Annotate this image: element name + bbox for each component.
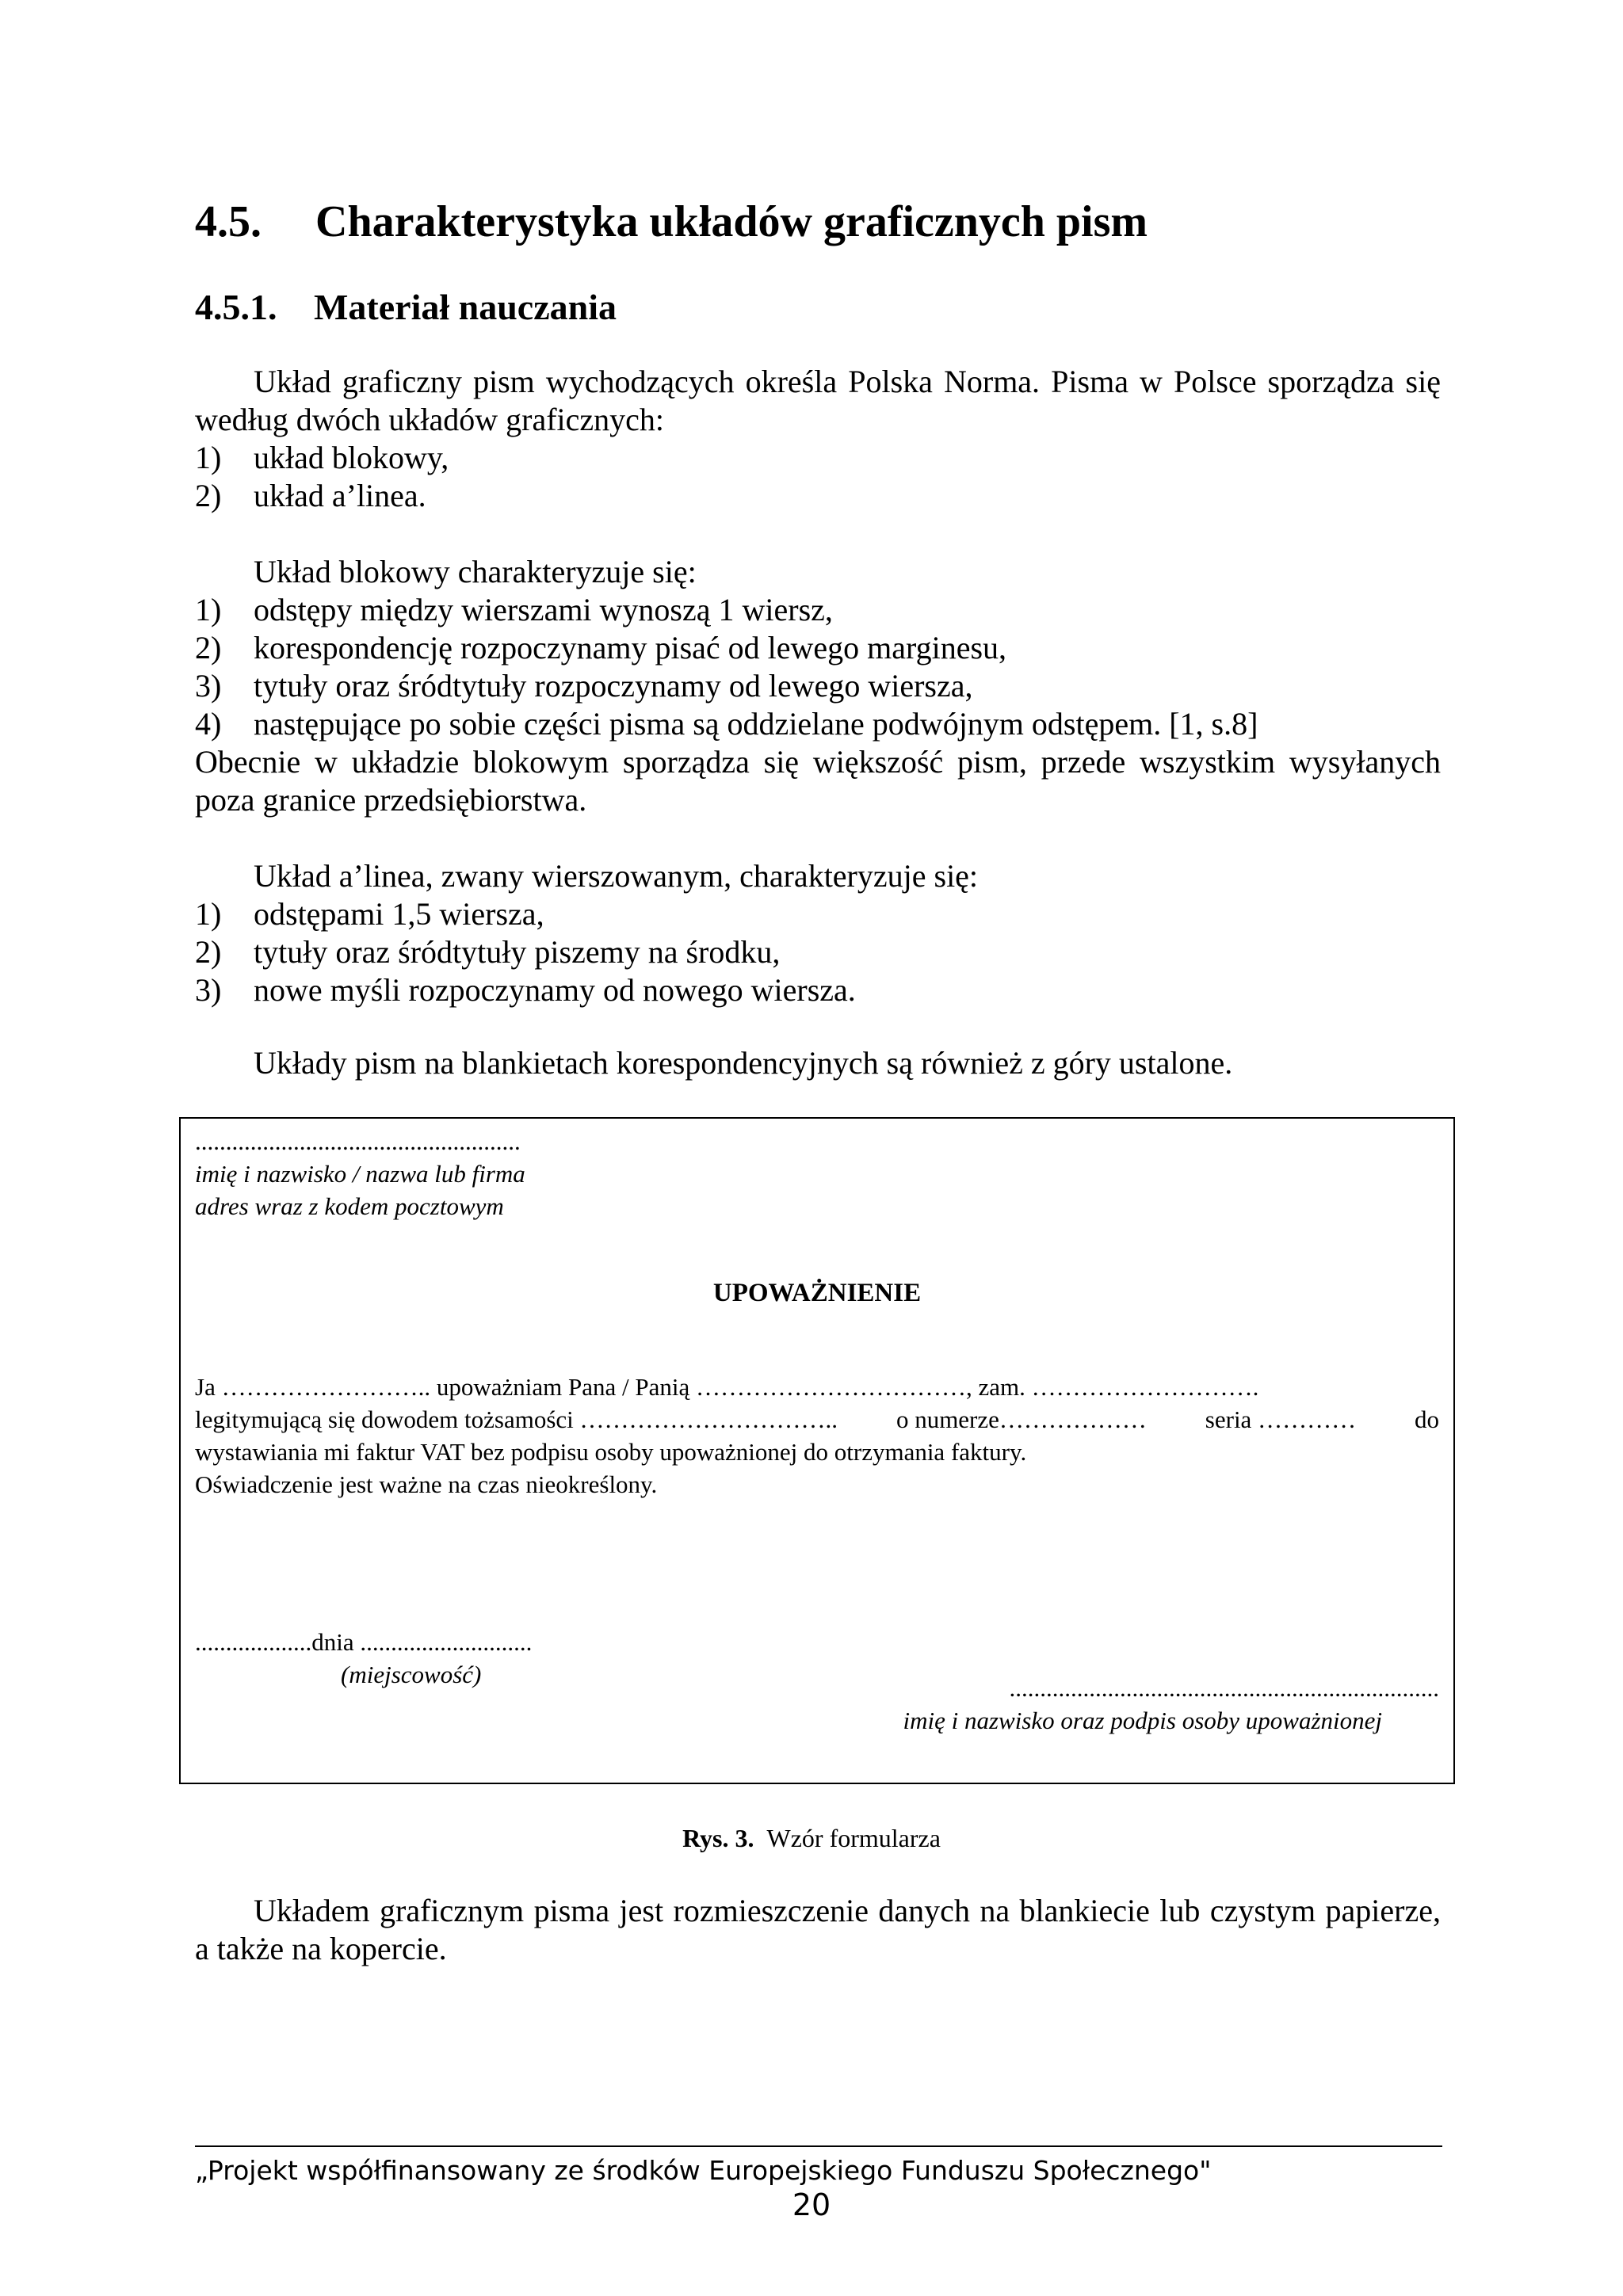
form-title: UPOWAŻNIENIE (712, 1279, 922, 1307)
list-item-text: układ a’linea. (254, 478, 426, 513)
section-title: Charakterystyka układów graficznych pism (315, 197, 1148, 246)
figure-caption-label: Rys. 3. (682, 1824, 754, 1852)
list-item-text: tytuły oraz śródtytuły rozpoczynamy od lewego wiersza, (254, 668, 973, 704)
block-layout-section (195, 553, 1441, 819)
list-item-text: następujące po sobie części pisma są oddzielane podwójnym odstępem. [1, s.8] (254, 706, 1258, 742)
list-item-text: korespondencję rozpoczynamy pisać od lewego marginesu, (254, 630, 1007, 666)
form-line-1: Ja …………………….. upoważniam Pana / Panią ……………………………, zam. ………………………. (195, 1373, 1259, 1401)
list-marker: 1) (195, 440, 222, 475)
forms-note: Układy pism na blankietach korespondencyjnych są również z góry ustalone. (254, 1045, 1233, 1081)
block-layout-paragraph: Układ blokowy charakteryzuje się: (254, 554, 697, 589)
form-sender-dots: ..................................................... (195, 1127, 521, 1155)
list-marker: 3) (195, 972, 222, 1008)
alinea-layout-section (195, 857, 1441, 1009)
list-marker: 2) (195, 630, 222, 666)
list-marker: 1) (195, 896, 222, 932)
form-content (195, 1371, 1439, 1501)
list-item-text: układ blokowy, (254, 440, 449, 475)
list-item-text: odstępami 1,5 wiersza, (254, 896, 544, 932)
section-heading (195, 193, 1148, 250)
list-item (195, 629, 1441, 667)
alinea-layout-paragraph: Układ a’linea, zwany wierszowanym, charakteryzuje się: (254, 858, 979, 894)
intro-paragraph: Układ graficzny pism wychodzących określa Polska Norma. Pisma w Polsce sporządza się według dwóch układów graficznych: (195, 364, 1441, 437)
form-line-2-part: seria ………… (1205, 1405, 1357, 1433)
block-layout-list (195, 591, 1441, 743)
intro-block (195, 363, 1441, 515)
list-marker: 3) (195, 668, 222, 704)
form-line-3: wystawiania mi faktur VAT bez podpisu osoby upoważnionej do otrzymania faktury. (195, 1438, 1027, 1466)
page-number: 20 (792, 2187, 831, 2222)
form-place-label: (miejscowość) (341, 1661, 482, 1688)
list-item (195, 895, 1441, 933)
list-marker: 2) (195, 934, 222, 970)
figure-caption-text: Wzór formularza (766, 1824, 941, 1852)
list-marker: 2) (195, 478, 222, 513)
form-line-2-part: do (1414, 1405, 1439, 1433)
authorization-form-figure (179, 1117, 1455, 1784)
form-sender-name-label: imię i nazwisko / nazwa lub firma (195, 1160, 525, 1188)
form-sender-address-label: adres wraz z kodem pocztowym (195, 1192, 504, 1220)
form-sender-block (195, 1125, 525, 1222)
footer-funding-note: „Projekt współfinansowany ze środków Europejskiego Funduszu Społecznego" (195, 2155, 1212, 2186)
list-marker: 1) (195, 592, 222, 627)
forms-note-block (195, 1044, 1441, 1082)
form-line-4: Oświadczenie jest ważne na czas nieokreślony. (195, 1470, 658, 1498)
subsection-number: 4.5.1. (195, 287, 277, 327)
block-layout-closing: Obecnie w układzie blokowym sporządza się większość pism, przede wszystkim wysyłanych poza granice przedsiębiorstwa. (195, 744, 1441, 818)
list-item-text: nowe myśli rozpoczynamy od nowego wiersza. (254, 972, 856, 1008)
form-line-2-part: o numerze……………… (896, 1405, 1147, 1433)
list-item (195, 933, 1441, 971)
final-block (195, 1892, 1441, 1968)
final-paragraph: Układem graficznym pisma jest rozmieszczenie danych na blankiecie lub czystym papierze, a także na kopercie. (195, 1893, 1441, 1966)
figure-caption (0, 1822, 1623, 1854)
form-line-2-part: legitymującą się dowodem tożsamości ………………………….. (195, 1405, 838, 1433)
form-place-date (195, 1626, 532, 1691)
subsection-title: Materiał nauczania (314, 287, 617, 327)
list-item (195, 971, 1441, 1009)
footer-divider (195, 2145, 1442, 2147)
form-signature-dots: ...................................................................... (1009, 1674, 1439, 1702)
list-item (195, 705, 1441, 743)
alinea-layout-list (195, 895, 1441, 1009)
section-number: 4.5. (195, 197, 262, 246)
list-item (195, 439, 1441, 477)
list-item-text: tytuły oraz śródtytuły piszemy na środku, (254, 934, 781, 970)
list-item (195, 591, 1441, 629)
intro-list (195, 439, 1441, 515)
list-item-text: odstępy między wierszami wynoszą 1 wiersz, (254, 592, 833, 627)
subsection-heading (195, 284, 617, 331)
form-line-2 (195, 1403, 1439, 1436)
list-item (195, 667, 1441, 705)
form-signature-label: imię i nazwisko oraz podpis osoby upoważnionej (903, 1707, 1382, 1734)
list-marker: 4) (195, 706, 222, 742)
form-signature (903, 1672, 1439, 1737)
form-place-date-line: ...................dnia ............................ (195, 1628, 533, 1656)
list-item (195, 477, 1441, 515)
